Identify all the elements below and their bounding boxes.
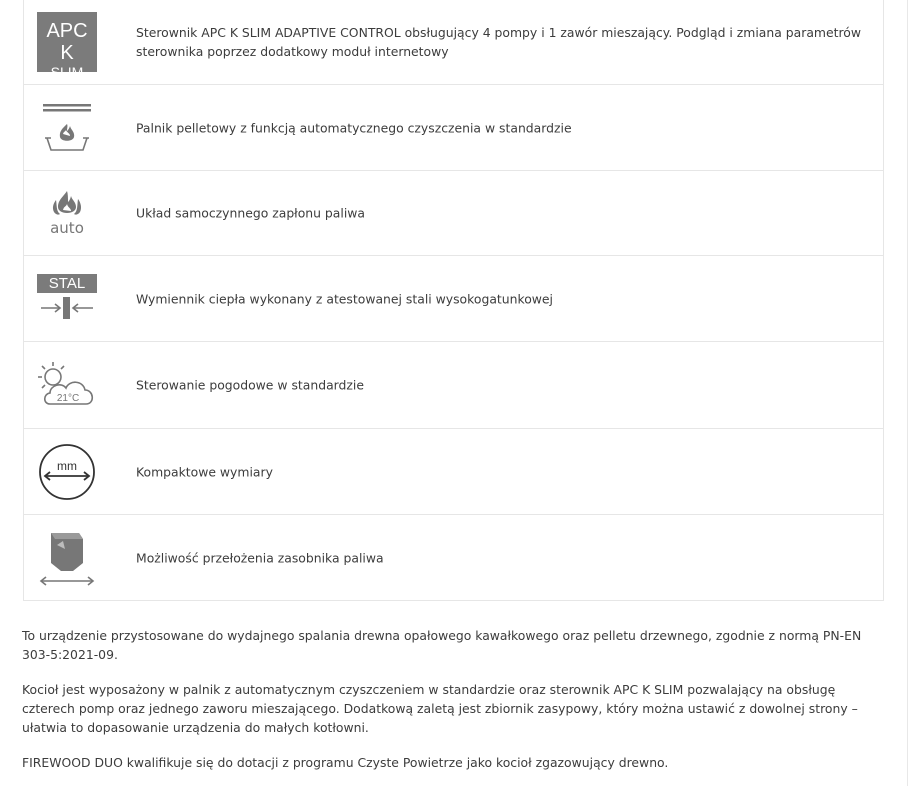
- pellet-burner-icon: [36, 97, 98, 159]
- icon-label: STAL: [37, 274, 97, 293]
- auto-ignition-icon: [36, 182, 98, 244]
- feature-row-compact: [23, 429, 884, 515]
- unit-label: mm: [57, 458, 77, 473]
- feature-text: Palnik pelletowy z funkcją automatycznego czyszczenia w standardzie: [136, 120, 572, 135]
- feature-row-burner: [23, 85, 884, 171]
- feature-row-weather: [23, 342, 884, 429]
- feature-row-hopper: [23, 515, 884, 601]
- description-paragraph-3: FIREWOOD DUO kwalifikuje się do dotacji z programu Czyste Powietrze jako kocioł zgazowujący drewno.: [22, 755, 669, 770]
- right-edge-line: [907, 0, 908, 786]
- feature-text: Układ samoczynnego zapłonu paliwa: [136, 205, 366, 221]
- compact-dimensions-icon: [36, 441, 98, 503]
- feature-text: Sterowanie pogodowe w standardzie: [136, 377, 364, 393]
- description-paragraph-2: Kocioł jest wyposażony w palnik z automatycznym czyszczeniem w standardzie oraz sterownik APC K SLIM pozwalający na obsługę czterech pomp oraz jednego zaworu mieszającego. Dodatkową zaletą jest zbiornik zasypowy, który można ustawić z dowolnej strony – ułatwia to dopasowanie urządzenia do małych kotłowni.: [22, 682, 858, 735]
- weather-control-icon: [36, 354, 98, 416]
- temperature-label: 21°C: [56, 393, 80, 404]
- steel-exchanger-icon: [36, 268, 98, 330]
- feature-row-exchanger: [23, 256, 884, 342]
- feature-text: Wymiennik ciepła wykonany z atestowanej stali wysokogatunkowej: [136, 291, 553, 306]
- feature-row-controller: [23, 0, 884, 85]
- feature-text: Kompaktowe wymiary: [136, 464, 273, 479]
- icon-label: APC K: [46, 20, 88, 64]
- feature-text: Sterownik APC K SLIM ADAPTIVE CONTROL obsługujący 4 pompy i 1 zawór mieszający. Podgląd i zmiana parametrów sterownika poprzez dodatkowy moduł internetowy: [136, 25, 862, 59]
- description-paragraph-1: To urządzenie przystosowane do wydajnego spalania drewna opałowego kawałkowego oraz pelletu drzewnego, zgodnie z normą PN-EN 303-5:2021-09.: [22, 628, 862, 662]
- feature-list: [23, 0, 884, 601]
- fuel-hopper-icon: [36, 527, 98, 589]
- apc-k-slim-icon: [36, 11, 98, 80]
- feature-text: Możliwość przełożenia zasobnika paliwa: [136, 550, 384, 565]
- icon-sublabel: SLIM: [50, 64, 84, 80]
- icon-label: auto: [50, 219, 84, 237]
- feature-row-ignition: [23, 171, 884, 256]
